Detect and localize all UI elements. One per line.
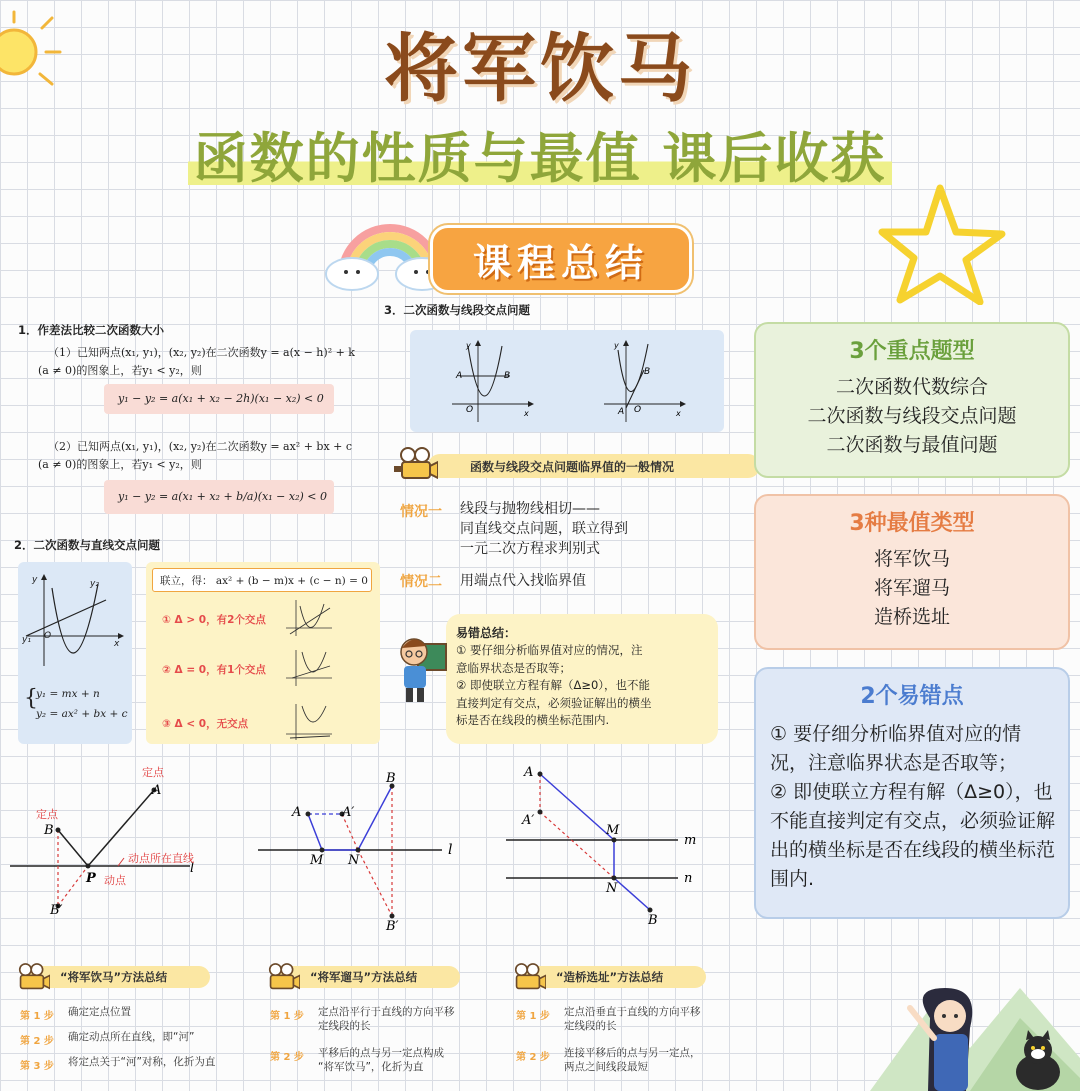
joint-equation: 联立，得： ax² + (b − m)x + (c − n) = 0 — [160, 575, 368, 587]
svg-text:A: A — [456, 371, 463, 381]
method2-step2-text: 平移后的点与另一定点构成 “将军饮马”，化折为直 — [318, 1047, 444, 1073]
mini-graph-no-root — [284, 702, 334, 742]
method-walking-horse — [264, 966, 504, 988]
method2-title: “将军遛马”方法总结 — [272, 966, 460, 988]
svg-text:B: B — [644, 367, 651, 377]
case1-line1: 线段与抛物线相切—— — [460, 501, 600, 517]
svg-text:y: y — [614, 341, 619, 350]
svg-text:B′: B′ — [50, 903, 63, 918]
card3-para2: ② 即使联立方程有解（Δ≥0），也不能直接判定有交点，必须验证解出的横坐标是否在线段的横坐标范围内. — [770, 781, 1056, 890]
case-no-root: ③ Δ < 0，无交点 — [162, 718, 249, 730]
method2-step1-text: 定点沿平行于直线的方向平移 定线段的长 — [318, 1006, 455, 1032]
method1-title: “将军饮马”方法总结 — [22, 966, 210, 988]
svg-text:n: n — [684, 871, 693, 886]
method-drinking-horse — [14, 966, 254, 988]
card2-line1: 将军饮马 — [873, 548, 950, 570]
case-one-root: ② Δ = 0，有1个交点 — [162, 664, 266, 676]
case1-line3: 一元二次方程求判别式 — [460, 541, 600, 557]
svg-text:B: B — [648, 913, 658, 928]
svg-text:N: N — [606, 881, 618, 896]
svg-text:y₁: y₁ — [22, 635, 31, 645]
method3-step1-label: 第 1 步 — [516, 1011, 550, 1022]
svg-text:B′: B′ — [386, 919, 399, 934]
svg-text:B: B — [44, 823, 54, 838]
section2-heading: 2．二次函数与直线交点问题 — [14, 538, 161, 552]
girl-and-cat-illustration — [870, 968, 1080, 1091]
system-line1: y₁ = mx + n — [36, 688, 100, 700]
svg-text:m: m — [684, 833, 697, 848]
teacher-character-icon — [398, 630, 448, 704]
svg-text:l: l — [448, 842, 453, 858]
case2-label: 情况二 — [400, 574, 442, 590]
svg-text:A′: A′ — [522, 813, 535, 828]
system-line2: y₂ = ax² + bx + c — [36, 708, 128, 720]
mistakes-line5: 标是否在线段的横坐标范围内. — [456, 713, 610, 727]
mistakes-title: 易错总结： — [456, 626, 517, 640]
system-brace: { — [24, 686, 38, 711]
case1-text — [460, 499, 628, 559]
card1-line3: 二次函数与最值问题 — [826, 434, 998, 456]
segment-parabola-graph-1 — [448, 336, 538, 426]
svg-text:l: l — [190, 861, 195, 876]
svg-text:y: y — [466, 341, 471, 350]
formula2: y₁ − y₂ = a(x₁ + x₂ + b/a)(x₁ − x₂) < 0 — [118, 490, 327, 503]
film-camera-icon — [14, 962, 50, 992]
svg-text:y: y — [32, 575, 38, 585]
star-decoration — [878, 180, 1008, 305]
general-walking-horse-diagram — [252, 766, 462, 936]
method1-step2-text: 确定动点所在直线，即“河” — [68, 1031, 195, 1043]
card3-para1: ① 要仔细分析临界值对应的情况，注意临界状态是否取等； — [770, 723, 1022, 774]
svg-text:O: O — [44, 631, 52, 641]
svg-text:B: B — [386, 771, 396, 786]
formula1: y₁ − y₂ = a(x₁ + x₂ − 2h)(x₁ − x₂) < 0 — [118, 392, 324, 405]
section3-banner: 函数与线段交点问题临界值的一般情况 — [428, 454, 760, 478]
svg-text:x: x — [114, 639, 120, 649]
svg-text:O: O — [466, 405, 474, 415]
method3-title: “造桥选址”方法总结 — [518, 966, 706, 988]
case-two-roots: ① Δ > 0，有2个交点 — [162, 614, 266, 626]
card2-line3: 造桥选址 — [873, 606, 950, 628]
method3-step2-label: 第 2 步 — [516, 1052, 550, 1063]
svg-text:A′: A′ — [342, 805, 355, 820]
card1-line2: 二次函数与线段交点问题 — [807, 405, 1017, 427]
film-camera-icon — [394, 446, 438, 482]
mistakes-line4: 直接判定有交点，必须验证解出的横坐 — [456, 695, 652, 710]
label-fixed-point-a: 定点 — [142, 766, 164, 779]
segment-parabola-graph-2 — [600, 336, 690, 426]
mistakes-line3: ② 即使联立方程有解（Δ≥0），也不能 — [456, 678, 651, 692]
course-summary-badge: 课程总结 — [430, 225, 692, 293]
method1-step3-text: 将定点关于“河”对称，化折为直 — [68, 1056, 216, 1068]
label-moving-point: 动点 — [104, 874, 126, 887]
svg-text:A: A — [524, 765, 534, 780]
film-camera-icon — [510, 962, 546, 992]
film-camera-icon — [264, 962, 300, 992]
section1-item2-line2: (a ≠ 0)的图象上，若y₁ < y₂，则 — [38, 458, 202, 471]
method3-step1-text: 定点沿垂直于直线的方向平移 定线段的长 — [564, 1006, 701, 1032]
svg-text:x: x — [676, 409, 681, 418]
key-question-types-card — [754, 322, 1070, 478]
svg-text:x: x — [524, 409, 529, 418]
section1-heading: 1．作差法比较二次函数大小 — [18, 323, 165, 337]
method1-step3-label: 第 3 步 — [20, 1061, 54, 1072]
parabola-line-graph — [22, 570, 130, 670]
case1-label: 情况一 — [400, 504, 442, 520]
svg-text:y₂: y₂ — [90, 579, 99, 589]
method1-step1-label: 第 1 步 — [20, 1011, 54, 1022]
mini-graph-two-roots — [284, 598, 334, 638]
method1-step2-label: 第 2 步 — [20, 1036, 54, 1047]
svg-text:M: M — [606, 823, 620, 838]
section1-item1-line1: （1）已知两点(x₁, y₁)，(x₂, y₂)在二次函数y = a(x − h)² + k — [48, 346, 355, 359]
label-moving-line: 动点所在直线 — [128, 852, 194, 865]
page-title: 将军饮马 — [384, 26, 696, 112]
label-fixed-point-b: 定点 — [36, 808, 58, 821]
svg-text:A: A — [292, 805, 302, 820]
extremum-types-card — [754, 494, 1070, 650]
section3-heading: 3．二次函数与线段交点问题 — [384, 303, 531, 317]
mini-graph-one-root — [284, 648, 334, 688]
page-subtitle: 函数的性质与最值 课后收获 — [0, 116, 1080, 193]
card3-title: 2个易错点 — [860, 684, 964, 709]
section1-item2-line1: （2）已知两点(x₁, y₁)，(x₂, y₂)在二次函数y = ax² + bx + c — [48, 440, 353, 453]
svg-text:P: P — [86, 871, 96, 886]
svg-text:N: N — [348, 853, 360, 868]
method2-step1-label: 第 1 步 — [270, 1011, 304, 1022]
mistakes-line1: ① 要仔细分析临界值对应的情况，注 — [456, 643, 643, 657]
method3-step2-text: 连接平移后的点与另一定点， 两点之间线段最短 — [564, 1047, 701, 1073]
svg-text:M: M — [310, 853, 324, 868]
card1-line1: 二次函数代数综合 — [835, 376, 988, 398]
case1-line2: 同直线交点问题，联立得到 — [460, 521, 628, 537]
section1-item1-line2: (a ≠ 0)的图象上，若y₁ < y₂，则 — [38, 364, 202, 377]
card2-title: 3种最值类型 — [849, 511, 975, 536]
bridge-site-diagram — [500, 760, 710, 930]
card2-line2: 将军遛马 — [873, 577, 950, 599]
svg-text:B: B — [504, 371, 511, 381]
general-drinking-horse-diagram — [6, 760, 236, 920]
mistakes-line2: 意临界状态是否取等； — [456, 660, 571, 675]
method1-step1-text: 确定定点位置 — [68, 1006, 131, 1018]
card1-title: 3个重点题型 — [849, 339, 975, 364]
svg-text:A: A — [618, 407, 625, 417]
mistakes-text — [456, 642, 652, 730]
common-mistakes-card — [754, 667, 1070, 919]
method2-step2-label: 第 2 步 — [270, 1052, 304, 1063]
case2-text: 用端点代入找临界值 — [460, 573, 586, 589]
svg-text:A: A — [152, 783, 162, 798]
svg-text:O: O — [634, 405, 642, 415]
method-bridge-site — [510, 966, 750, 988]
